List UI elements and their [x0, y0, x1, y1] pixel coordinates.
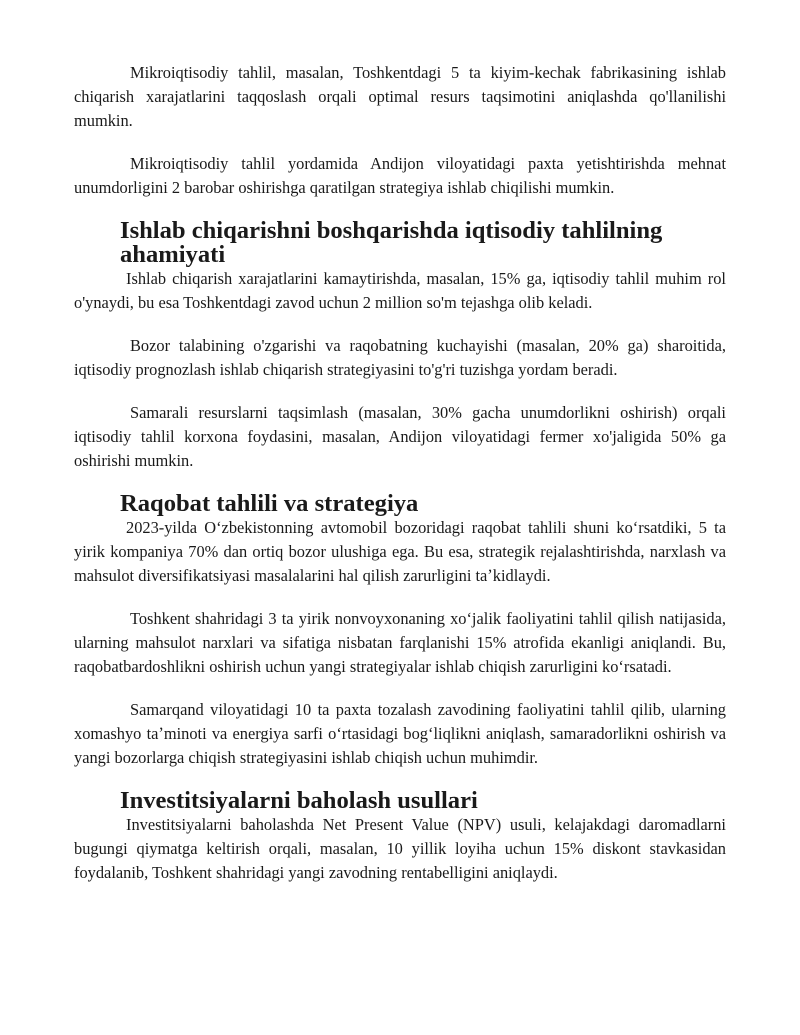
paragraph: 2023-yilda Oʻzbekistonning avtomobil bozoridagi raqobat tahlili shuni koʻrsatdiki, 5 ta yirik kompaniya 70% dan ortiq bozor ulushiga ega. Bu esa, strategik rejalashtirishda, narxlash va mahsulot diversifikatsiyasi masalalarini hal qilish zarurligini taʼkidlaydi. — [74, 518, 726, 585]
paragraph: Samarali resurslarni taqsimlash (masalan, 30% gacha unumdorlikni oshirish) orqali iqtisodiy tahlil korxona foydasini, masalan, Andijon viloyatidagi fermer xo'jaligida 50% ga oshirishi mumkin. — [74, 403, 726, 470]
section-heading: Raqobat tahlili va strategiya — [120, 490, 419, 517]
paragraph: Bozor talabining o'zgarishi va raqobatning kuchayishi (masalan, 20% ga) sharoitida, iqtisodiy prognozlash ishlab chiqarish strategiyasini to'g'ri tuzishga yordam beradi. — [74, 336, 726, 379]
section-heading: Ishlab chiqarishni boshqarishda iqtisodiy tahlilning ahamiyati — [120, 217, 663, 268]
paragraph: Investitsiyalarni baholashda Net Present Value (NPV) usuli, kelajakdagi daromadlarni bugungi qiymatga keltirish orqali, masalan, 10 yillik loyiha uchun 15% diskont stavkasidan foydalanib, Toshkent shahridagi yangi zavodning rentabelligini aniqlaydi. — [74, 815, 726, 882]
paragraph: Mikroiqtisodiy tahlil, masalan, Toshkentdagi 5 ta kiyim-kechak fabrikasining ishlab chiqarish xarajatlarini taqqoslash orqali optimal resurs taqsimotini aniqlashda qo'llanilishi mumkin. — [74, 63, 726, 130]
section-heading: Investitsiyalarni baholash usullari — [120, 787, 478, 814]
paragraph: Toshkent shahridagi 3 ta yirik nonvoyxonaning xoʻjalik faoliyatini tahlil qilish natijasida, ularning mahsulot narxlari va sifatiga nisbatan farqlanishi 15% atrofida ekanligi aniqlandi. Bu, raqobatbardoshlikni oshirish uchun yangi strategiyalar ishlab chiqish zarurligini koʻrsatadi. — [74, 609, 726, 676]
paragraph: Ishlab chiqarish xarajatlarini kamaytirishda, masalan, 15% ga, iqtisodiy tahlil muhim rol o'ynaydi, bu esa Toshkentdagi zavod uchun 2 million so'm tejashga olib keladi. — [74, 269, 726, 312]
paragraph: Mikroiqtisodiy tahlil yordamida Andijon viloyatidagi paxta yetishtirishda mehnat unumdorligini 2 barobar oshirishga qaratilgan strategiya ishlab chiqilishi mumkin. — [74, 154, 726, 197]
paragraph: Samarqand viloyatidagi 10 ta paxta tozalash zavodining faoliyatini tahlil qilib, ularning xomashyo taʼminoti va energiya sarfi oʻrtasidagi bogʻliqlikni aniqlash, samaradorlikni oshirish va yangi bozorlarga chiqish strategiyasini ishlab chiqish uchun muhimdir. — [74, 700, 726, 767]
